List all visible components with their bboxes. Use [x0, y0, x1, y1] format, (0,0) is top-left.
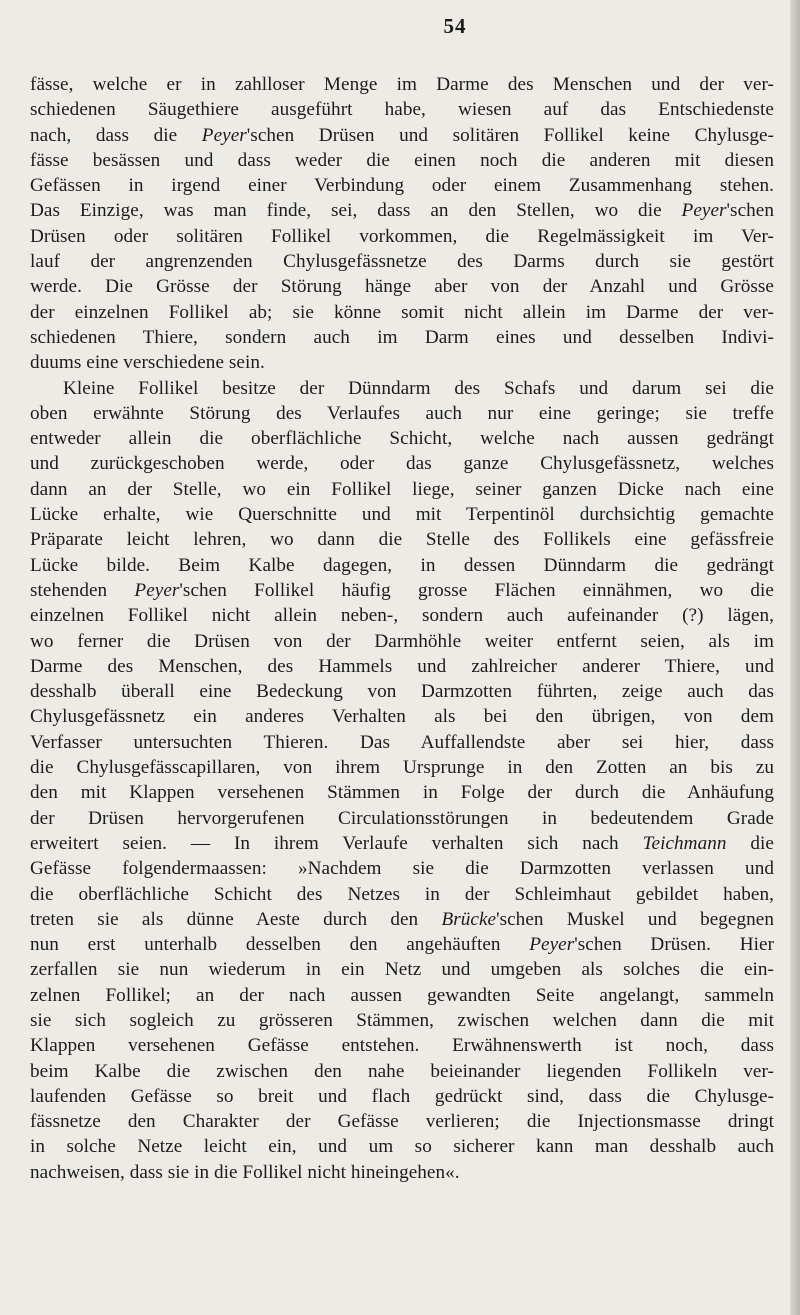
- text-segment: Drüsen oder solitären Follikel vorkommen, die Regelmässigkeit im Ver-: [30, 225, 774, 247]
- text-line: [30, 831, 774, 856]
- text-segment: zelnen Follikel; an der nach aussen gewandten Seite angelangt, sammeln: [30, 984, 774, 1006]
- text-segment: erweitert seien. — In ihrem Verlaufe verhalten sich nach: [30, 832, 643, 854]
- text-line: [30, 856, 774, 881]
- text-segment: Chylusgefässnetz ein anderes Verhalten als bei den übrigen, von dem: [30, 706, 774, 728]
- text-segment: fässe besässen und dass weder die einen noch die anderen mit diesen: [30, 149, 774, 171]
- text-line: [30, 1084, 774, 1109]
- text-segment: sie sich sogleich zu grösseren Stämmen, zwischen welchen dann die mit: [30, 1009, 774, 1031]
- text-segment: Darme des Menschen, des Hammels und zahlreicher anderer Thiere, und: [30, 655, 774, 677]
- text-line: [30, 1059, 774, 1084]
- text-line: [30, 148, 774, 173]
- italic-name: Peyer: [529, 934, 575, 956]
- text-segment: entweder allein die oberflächliche Schicht, welche nach aussen gedrängt: [30, 428, 774, 450]
- text-segment: den mit Klappen versehenen Stämmen in Folge der durch die Anhäufung: [30, 782, 774, 804]
- italic-name: Brücke: [441, 908, 497, 930]
- text-line: [30, 629, 774, 654]
- text-segment: laufenden Gefässe so breit und flach gedrückt sind, dass die Chylusge-: [30, 1085, 774, 1107]
- text-line: [30, 72, 774, 97]
- text-segment: treten sie als dünne Aeste durch den: [30, 908, 442, 930]
- text-segment: duums eine verschiedene sein.: [30, 352, 265, 374]
- text-line: [30, 401, 774, 426]
- text-line: [30, 882, 774, 907]
- text-segment: schiedenen Säugethiere ausgeführt habe, wiesen auf das Entschiedenste: [30, 99, 774, 121]
- page-number: 54: [443, 14, 467, 38]
- text-line: [30, 451, 774, 476]
- text-segment: Kleine Follikel besitze der Dünndarm des Schafs und darum sei die: [63, 377, 774, 399]
- text-line: [30, 198, 774, 223]
- body-text: [30, 72, 774, 1185]
- text-line: [30, 603, 774, 628]
- text-line: [30, 679, 774, 704]
- text-line: [30, 1033, 774, 1058]
- italic-name: Peyer: [134, 579, 180, 601]
- text-segment: fässe, welche er in zahlloser Menge im Darme des Menschen und der ver-: [30, 74, 774, 95]
- text-segment: 'schen Drüsen. Hier: [574, 934, 775, 956]
- text-line: [30, 806, 774, 831]
- text-segment: Lücke bilde. Beim Kalbe dagegen, in dessen Dünndarm die gedrängt: [30, 554, 774, 576]
- text-segment: lauf der angrenzenden Chylusgefässnetze des Darms durch sie gestört: [30, 251, 774, 273]
- text-segment: nachweisen, dass sie in die Follikel nicht hineingehen«.: [30, 1161, 460, 1183]
- text-segment: Lücke erhalte, wie Querschnitte und mit Terpentinöl durchsichtig gemachte: [30, 504, 774, 526]
- text-segment: oben erwähnte Störung des Verlaufes auch nur eine geringe; sie treffe: [30, 402, 774, 424]
- text-line: [30, 274, 774, 299]
- text-line: [30, 654, 774, 679]
- text-segment: Verfasser untersuchten Thieren. Das Auffallendste aber sei hier, dass: [30, 731, 774, 753]
- text-segment: einzelnen Follikel nicht allein neben-, sondern auch aufeinander (?) lägen,: [30, 605, 774, 627]
- text-line: [30, 1008, 774, 1033]
- text-line: [30, 325, 774, 350]
- text-segment: zerfallen sie nun wiederum in ein Netz und umgeben als solches die ein-: [30, 959, 774, 981]
- text-segment: dann an der Stelle, wo ein Follikel liege, seiner ganzen Dicke nach eine: [30, 478, 774, 500]
- text-segment: Das Einzige, was man finde, sei, dass an den Stellen, wo die: [30, 200, 682, 222]
- text-line: [30, 755, 774, 780]
- text-line: [30, 780, 774, 805]
- text-line: [30, 983, 774, 1008]
- text-line: [30, 578, 774, 603]
- text-segment: Gefässe folgendermaassen: »Nachdem sie die Darmzotten verlassen und: [30, 858, 774, 880]
- text-segment: die: [726, 832, 774, 854]
- text-segment: 'schen Muskel und begegnen: [496, 908, 774, 930]
- text-line: [30, 224, 774, 249]
- text-line: [30, 907, 774, 932]
- text-line: [30, 730, 774, 755]
- italic-name: Peyer: [681, 200, 727, 222]
- text-segment: 'schen Follikel häufig grosse Flächen einnähmen, wo die: [179, 579, 774, 601]
- text-segment: nach, dass die: [30, 124, 202, 146]
- text-line: [30, 704, 774, 729]
- text-line: [30, 426, 774, 451]
- text-line: [30, 553, 774, 578]
- text-segment: werde. Die Grösse der Störung hänge aber von der Anzahl und Grösse: [30, 276, 774, 298]
- text-segment: in solche Netze leicht ein, und um so sicherer kann man desshalb auch: [30, 1136, 774, 1158]
- text-segment: der einzelnen Follikel ab; sie könne somit nicht allein im Darme der ver-: [30, 301, 774, 323]
- text-line: [30, 932, 774, 957]
- italic-name: Peyer: [201, 124, 247, 146]
- text-segment: die oberflächliche Schicht des Netzes in der Schleimhaut gebildet haben,: [30, 883, 774, 905]
- text-line: [30, 123, 774, 148]
- text-line: [30, 477, 774, 502]
- text-segment: beim Kalbe die zwischen den nahe beieinander liegenden Follikeln ver-: [30, 1060, 774, 1082]
- text-line: [30, 350, 774, 375]
- text-line: [30, 376, 774, 401]
- text-line: [30, 97, 774, 122]
- italic-name: Teichmann: [642, 832, 727, 854]
- text-segment: Präparate leicht lehren, wo dann die Stelle des Follikels eine gefässfreie: [30, 529, 774, 551]
- text-segment: nun erst unterhalb desselben den angehäuften: [30, 934, 530, 956]
- text-line: [30, 527, 774, 552]
- text-line: [30, 1134, 774, 1159]
- text-segment: fässnetze den Charakter der Gefässe verlieren; die Injectionsmasse dringt: [30, 1111, 774, 1133]
- text-line: [30, 1109, 774, 1134]
- text-line: [30, 1160, 774, 1185]
- text-segment: stehenden: [30, 579, 135, 601]
- text-segment: 'schen Drüsen und solitären Follikel keine Chylusge-: [246, 124, 774, 146]
- page-edge: [790, 0, 800, 1315]
- text-segment: 'schen: [726, 200, 774, 222]
- text-segment: schiedenen Thiere, sondern auch im Darm eines und desselben Indivi-: [30, 326, 774, 348]
- text-line: [30, 502, 774, 527]
- text-line: [30, 173, 774, 198]
- text-line: [30, 249, 774, 274]
- text-line: [30, 300, 774, 325]
- text-line: [30, 957, 774, 982]
- text-segment: Gefässen in irgend einer Verbindung oder einem Zusammenhang stehen.: [30, 175, 774, 197]
- text-segment: desshalb überall eine Bedeckung von Darmzotten führten, zeige auch das: [30, 681, 774, 703]
- text-segment: die Chylusgefässcapillaren, von ihrem Ursprunge in den Zotten an bis zu: [30, 757, 774, 779]
- text-segment: der Drüsen hervorgerufenen Circulationsstörungen in bedeutendem Grade: [30, 807, 774, 829]
- text-segment: Klappen versehenen Gefässe entstehen. Erwähnenswerth ist noch, dass: [30, 1035, 774, 1057]
- text-segment: und zurückgeschoben werde, oder das ganze Chylusgefässnetz, welches: [30, 453, 774, 475]
- text-segment: wo ferner die Drüsen von der Darmhöhle weiter entfernt seien, als im: [30, 630, 774, 652]
